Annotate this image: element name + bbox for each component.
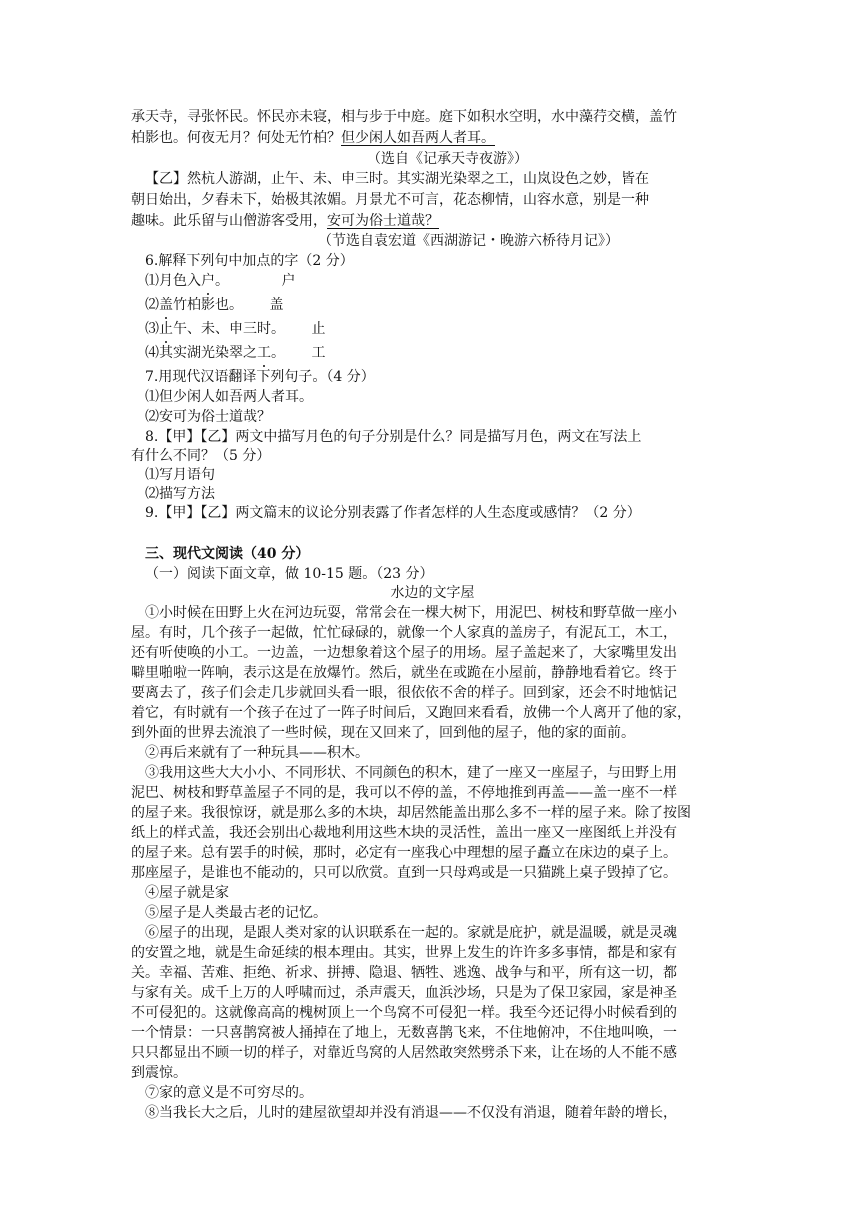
yi-line-1: 【乙】然杭人游湖，止午、未、申三时。其实湖光染翠之工，山岚设色之妙，皆在 (145, 171, 649, 187)
article-p5: ⑤屋子是人类最古老的记忆。 (145, 905, 327, 921)
jia-line-2-text: 柏影也。何夜无月？何处无竹柏？ (131, 130, 341, 146)
q6-item-3-dotted-char: 止 (159, 321, 173, 337)
yi-line-2: 朝日始出，夕舂未下，始极其浓媚。月景尤不可言，花态柳情，山容水意，别是一种 (131, 192, 649, 208)
q8-stem-2: 有什么不同？（5 分） (131, 448, 271, 464)
article-title: 水边的文字屋 (390, 585, 475, 601)
article-p6-line-2: 的安置之地，就是生命延续的根本理由。其实，世界上发生的许许多多事情，都是和家有 (131, 945, 677, 961)
q6-item-1 (145, 272, 295, 290)
q9-stem: 9.【甲】【乙】两文篇末的议论分别表露了作者怎样的人生态度或感情？（2 分） (145, 505, 641, 521)
section-3-subheading: （一）阅读下面文章，做 10-15 题。（23 分） (145, 566, 434, 582)
article-p3-line-2: 泥巴、树枝和野草盖屋子不同的是，我可以不停的盖，不停地推到再盖——盖一座不一样 (131, 785, 677, 801)
q7-item-2: ⑵安可为俗士道哉？ (145, 409, 271, 425)
q7-item-1: ⑴但少闲人如吾两人者耳。 (145, 389, 313, 405)
article-p8-line-1: ⑧当我长大之后，儿时的建屋欲望却并没有消退——不仅没有消退，随着年龄的增长， (145, 1105, 677, 1121)
q6-stem: 6.解释下列句中加点的字（2 分） (145, 253, 354, 269)
q6-item-1-end: 。 (215, 273, 229, 289)
article-p3-line-3: 的屋子来。我很惊讶，就是那么多的木块，却居然能盖出那么多不一样的屋子来。除了按图 (131, 805, 691, 821)
article-p1-line-5: 要离去了，孩子们会走几步就回头看一眼，很依依不舍的样子。回到家，还会不时地惦记 (131, 685, 677, 701)
article-p3-line-4: 纸上的样式盖，我还会别出心裁地利用这些木块的灵活性，盖出一座又一座图纸上并没有 (131, 825, 677, 841)
jia-underlined-sentence: 但少闲人如吾两人者耳。 (341, 130, 495, 146)
q6-item-4-dotted-char: 工 (257, 345, 271, 361)
yi-line-3 (131, 212, 439, 230)
q6-item-2 (145, 296, 283, 314)
q6-item-3-answer: 止 (311, 321, 326, 337)
article-p6-line-1: ⑥屋子的出现，是跟人类对家的认识联系在一起的。家就是庇护，就是温暖，就是灵魂 (145, 925, 677, 941)
q6-item-2-text: ⑵ (145, 297, 159, 313)
article-p3-line-1: ③我用这些大大小小、不同形状、不同颜色的积木，建了一座又一座屋子，与田野上用 (145, 765, 677, 781)
q6-item-2-end: 竹柏影也。 (173, 297, 243, 313)
article-p2: ②再后来就有了一种玩具——积木。 (145, 745, 369, 761)
article-p1-line-2: 屋。有时，几个孩子一起做，忙忙碌碌的，就像一个人家真的盖房子，有泥瓦工，木工， (131, 625, 677, 641)
article-p6-line-7: 只只都显出不顾一切的样子，对靠近鸟窝的人居然敢突然劈杀下来，让在场的人不能不感 (131, 1045, 677, 1061)
q6-item-2-answer: 盖 (269, 297, 284, 313)
article-p1-line-1: ①小时候在田野上火在河边玩耍，常常会在一棵大树下，用泥巴、树枝和野草做一座小 (145, 605, 677, 621)
q6-item-1-dotted-char: 户 (201, 273, 215, 289)
q6-item-4-end: 。 (271, 345, 285, 361)
q6-item-3-end: 午、未、申三时。 (173, 321, 285, 337)
q6-item-2-dotted-char: 盖 (159, 297, 173, 313)
jia-source: （选自《记承天寺夜游》） (367, 151, 528, 167)
q6-item-4-answer: 工 (311, 345, 326, 361)
article-p6-line-5: 不可侵犯的。这就像高高的槐树顶上一个鸟窝不可侵犯一样。我至今还记得小时候看到的 (131, 1005, 677, 1021)
q8-item-2: ⑵描写方法 (145, 486, 215, 502)
article-p1-line-6: 着它，有时就有一个孩子在过了一阵子时间后，又跑回来看看，放佛一个人离开了他的家， (131, 705, 691, 721)
article-p1-line-7: 到外面的世界去流浪了一些时候，现在又回来了，回到他的屋子，他的家的面前。 (131, 725, 635, 741)
jia-line-1: 承天寺，寻张怀民。怀民亦未寝，相与步于中庭。庭下如积水空明，水中藻荇交横，盖竹 (131, 109, 677, 125)
q6-item-1-answer: 户 (281, 273, 296, 289)
article-p6-line-3: 关。幸福、苦难、拒绝、祈求、拼搏、隐退、牺牲、逃逸、战争与和平，所有这一切，都 (131, 965, 677, 981)
article-p3-line-5: 的屋子来。总有罢手的时候，那时，必定有一座我心中理想的屋子矗立在床边的桌子上。 (131, 845, 677, 861)
q8-item-1: ⑴写月语句 (145, 467, 215, 483)
q6-item-3 (145, 320, 325, 338)
article-p3-line-6: 那座屋子，是谁也不能动的，只可以欣赏。直到一只母鸡或是一只猫跳上桌子毁掉了它。 (131, 865, 677, 881)
section-3-heading: 三、现代文阅读（40 分） (145, 546, 310, 562)
article-p1-line-4: 噼里啪啦一阵响，表示这是在放爆竹。然后，就坐在或跪在小屋前，静静地看着它。终于 (131, 665, 677, 681)
jia-line-2 (131, 129, 495, 147)
q6-item-3-text: ⑶ (145, 321, 159, 337)
article-p6-line-6: 一个情景：一只喜鹊窝被人捅掉在了地上，无数喜鹊飞来，不住地俯冲，不住地叫唤，一 (131, 1025, 677, 1041)
article-p4: ④屋子就是家 (145, 885, 229, 901)
article-p6-line-8: 到震惊。 (131, 1065, 187, 1081)
article-p7: ⑦家的意义是不可穷尽的。 (145, 1085, 313, 1101)
article-p6-line-4: 与家有关。成千上万的人呼啸而过，杀声震天，血浜沙场，只是为了保卫家园，家是神圣 (131, 985, 677, 1001)
q6-item-4-text: ⑷其实湖光染翠之 (145, 345, 257, 361)
yi-line-3-text: 趣味。此乐留与山僧游客受用， (131, 213, 327, 229)
article-p1-line-3: 还有听使唤的小工。一边盖，一边想象着这个屋子的用场。屋子盖起来了，大家嘴里发出 (131, 645, 677, 661)
yi-source: （节选自袁宏道《西湖游记・晚游六桥待月记》） (318, 233, 619, 249)
q6-item-1-text: ⑴月色入 (145, 273, 201, 289)
q6-item-4 (145, 344, 325, 362)
q7-stem: 7.用现代汉语翻译下列句子。（4 分） (145, 369, 375, 385)
yi-underlined-sentence: 安可为俗士道哉？ (327, 213, 439, 229)
q8-stem-1: 8.【甲】【乙】两文中描写月色的句子分别是什么？同是描写月色，两文在写法上 (145, 429, 642, 445)
